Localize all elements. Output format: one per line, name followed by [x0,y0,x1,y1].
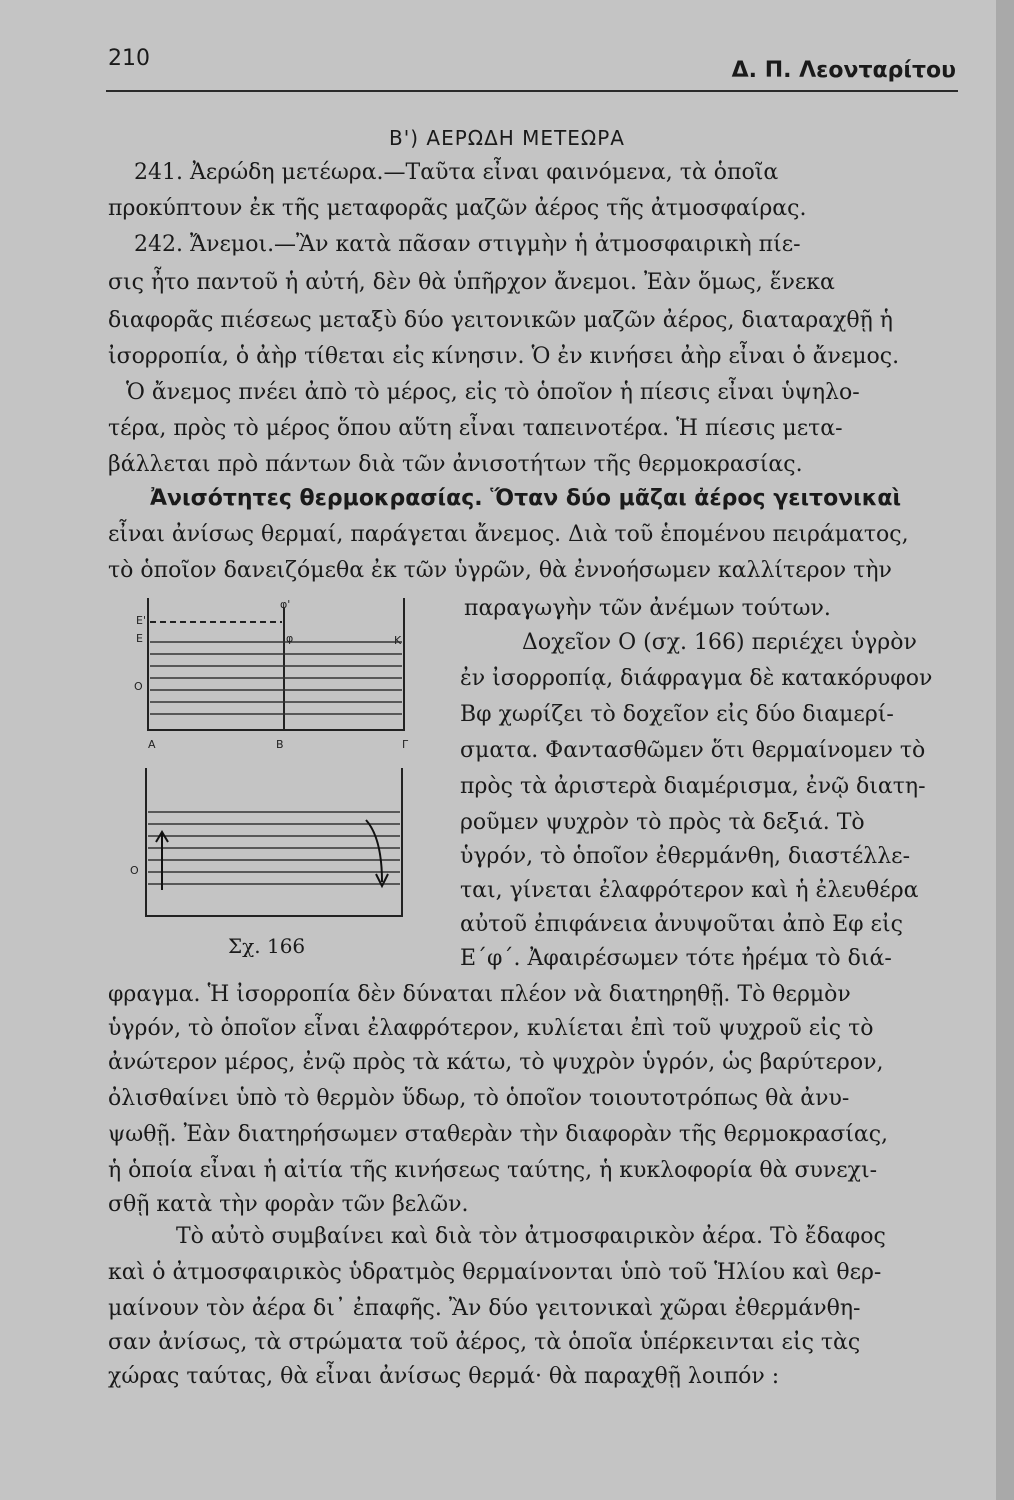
text-line: αὐτοῦ ἐπιφάνεια ἀνυψοῦται ἀπὸ Εφ εἰς [460,912,903,937]
text-line: σις ἦτο παντοῦ ἡ αὐτή, δὲν θὰ ὑπῆρχον ἄνεμοι. Ἐὰν ὅμως, ἕνεκα [108,270,835,295]
text-line: Δοχεῖον Ο (σχ. 166) περιέχει ὑγρὸν [522,630,917,655]
label-phi: φ [286,632,294,645]
text-line: ροῦμεν ψυχρὸν τὸ πρὸς τὰ δεξιά. Τὸ [460,810,865,835]
figure-caption: Σχ. 166 [228,934,306,958]
page-edge [996,0,1014,1500]
text-line: ἰσορροπία, ὁ ἀὴρ τίθεται εἰς κίνησιν. Ὁ ἐν κινήσει ἀὴρ εἶναι ὁ ἄνεμος. [108,344,900,369]
text-line: τὸ ὁποῖον δανειζόμεθα ἐκ τῶν ὑγρῶν, θὰ ἐννοήσωμεν καλλίτερον τὴν [108,558,892,583]
section-title: Β') ΑΕΡΩΔΗ ΜΕΤΕΩΡΑ [389,126,625,150]
label-g: Γ [402,738,409,751]
label-e-prime: Ε' [136,614,146,627]
text-line: ἡ ὁποία εἶναι ἡ αἰτία τῆς κινήσεως ταύτης, ἡ κυκλοφορία θὰ συνεχι- [108,1158,878,1183]
text-line: σθῇ κατὰ τὴν φορὰν τῶν βελῶν. [108,1192,469,1217]
label-a: Α [148,738,156,751]
text-line: 242. Ἄνεμοι.—Ἂν κατὰ πᾶσαν στιγμὴν ἡ ἀτμοσφαιρικὴ πίε- [134,232,801,257]
text-line: Ε΄φ΄. Ἀφαιρέσωμεν τότε ἠρέμα τὸ διά- [460,946,892,971]
text-line-run-in-heading: Ἀνισότητες θερμοκρασίας. Ὅταν δύο μᾶζαι ἀέρος γειτονικαὶ [150,486,902,511]
text-line: ὑγρόν, τὸ ὁποῖον ἐθερμάνθη, διαστέλλε- [460,844,911,869]
text-line: καὶ ὁ ἀτμοσφαιρικὸς ὑδρατμὸς θερμαίνονται ὑπὸ τοῦ Ἡλίου καὶ θερ- [108,1260,882,1285]
text-line: παραγωγὴν τῶν ἀνέμων τούτων. [464,596,831,621]
text-line: χώρας ταύτας, θὰ εἶναι ἀνίσως θερμά· θὰ παραχθῇ λοιπόν : [108,1364,780,1389]
label-b: Β [276,738,284,751]
text-line: ἀνώτερον μέρος, ἐνῷ πρὸς τὰ κάτω, τὸ ψυχρὸν ὑγρόν, ὡς βαρύτερον, [108,1050,884,1075]
text-line: σματα. Φαντασθῶμεν ὅτι θερμαίνομεν τὸ [460,738,926,763]
running-head: Δ. Π. Λεονταρίτου [731,58,956,83]
label-o-lower: Ο [130,864,139,877]
text-line: προκύπτουν ἐκ τῆς μεταφορᾶς μαζῶν ἀέρος τῆς ἀτμοσφαίρας. [108,196,807,221]
text-line: ἐν ἰσορροπίᾳ, διάφραγμα δὲ κατακόρυφον [460,666,933,691]
text-line: Βφ χωρίζει τὸ δοχεῖον εἰς δύο διαμερί- [460,702,894,727]
header-rule [106,90,958,92]
figure-166 [120,598,420,948]
text-line: βάλλεται πρὸ πάντων διὰ τῶν ἀνισοτήτων τῆς θερμοκρασίας. [108,452,803,477]
text-line: 241. Ἀερώδη μετέωρα.—Ταῦτα εἶναι φαινόμενα, τὰ ὁποῖα [134,160,779,185]
text-line: ψωθῇ. Ἐὰν διατηρήσωμεν σταθερὰν τὴν διαφορὰν τῆς θερμοκρασίας, [108,1122,889,1147]
text-line: τέρα, πρὸς τὸ μέρος ὅπου αὕτη εἶναι ταπεινοτέρα. Ἡ πίεσις μετα- [108,416,843,441]
text-line: Ὁ ἄνεμος πνέει ἀπὸ τὸ μέρος, εἰς τὸ ὁποῖον ἡ πίεσις εἶναι ὑψηλο- [126,380,860,405]
text-line: εἶναι ἀνίσως θερμαί, παράγεται ἄνεμος. Διὰ τοῦ ἑπομένου πειράματος, [108,522,909,547]
text-line: μαίνουν τὸν ἀέρα δι᾿ ἐπαφῆς. Ἂν δύο γειτονικαὶ χῶραι ἐθερμάνθη- [108,1296,861,1321]
convection-arrows [156,820,388,890]
text-line: σαν ἀνίσως, τὰ στρώματα τοῦ ἀέρος, τὰ ὁποῖα ὑπέρκεινται εἰς τὰς [108,1330,861,1355]
label-e: Ε [136,632,143,645]
lower-liquid-lines [148,812,400,884]
label-o-upper: Ο [134,680,143,693]
text-line: ὑγρόν, τὸ ὁποῖον εἶναι ἐλαφρότερον, κυλίεται ἐπὶ τοῦ ψυχροῦ εἰς τὸ [108,1016,874,1041]
upper-vessel [148,598,404,730]
upper-liquid-lines [150,642,402,714]
label-k: Κ [394,634,402,647]
page-number: 210 [108,46,150,71]
text-line: διαφορᾶς πιέσεως μεταξὺ δύο γειτονικῶν μαζῶν ἀέρος, διαταραχθῇ ἡ [108,308,893,333]
text-line: φραγμα. Ἡ ἰσορροπία δὲν δύναται πλέον νὰ διατηρηθῇ. Τὸ θερμὸν [108,982,851,1007]
text-line: ὀλισθαίνει ὑπὸ τὸ θερμὸν ὕδωρ, τὸ ὁποῖον τοιουτοτρόπως θὰ ἀνυ- [108,1086,850,1111]
text-line: Τὸ αὐτὸ συμβαίνει καὶ διὰ τὸν ἀτμοσφαιρικὸν ἀέρα. Τὸ ἔδαφος [176,1224,886,1249]
lower-vessel [146,768,402,916]
label-phi-prime: φ' [280,598,291,611]
text-line: πρὸς τὰ ἀριστερὰ διαμέρισμα, ἐνῷ διατη- [460,774,926,799]
text-line: ται, γίνεται ἐλαφρότερον καὶ ἡ ἐλευθέρα [460,878,919,903]
